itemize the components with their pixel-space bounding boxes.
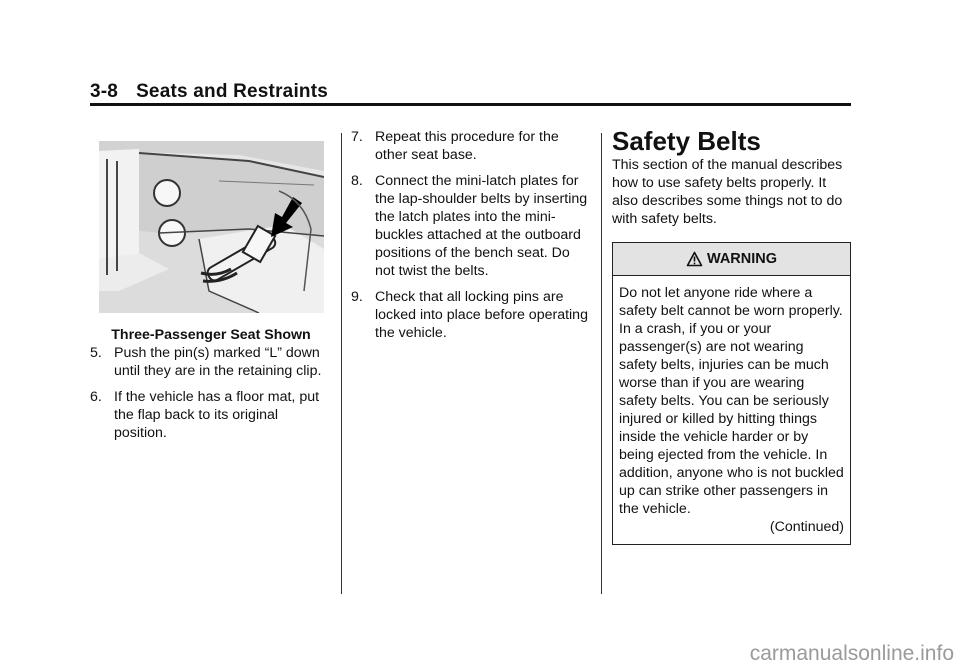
right-column <box>612 126 851 545</box>
step-text: Repeat this procedure for the other seat base. <box>375 129 559 163</box>
section-heading: Safety Belts <box>612 126 761 156</box>
watermark: carmanualsonline.info <box>749 642 954 665</box>
seat-illustration <box>99 141 324 313</box>
column-divider <box>341 133 342 594</box>
warning-header <box>613 243 850 276</box>
step-number: 6. <box>90 389 102 405</box>
left-column <box>90 326 332 450</box>
page-header <box>90 81 328 103</box>
header-rule <box>90 103 851 106</box>
figure-caption: Three-Passenger Seat Shown <box>111 327 311 343</box>
step-item <box>90 388 332 442</box>
step-text: Push the pin(s) marked “L” down until they are in the retaining clip. <box>114 345 322 379</box>
page-number: 3-8 <box>90 81 119 102</box>
section-intro: This section of the manual describes how to use safety belts properly. It also describes some things not to do with safety belts. <box>612 157 843 227</box>
step-item <box>351 288 593 342</box>
step-number: 8. <box>351 173 363 189</box>
step-number: 7. <box>351 129 363 145</box>
step-item <box>351 172 593 280</box>
step-number: 9. <box>351 289 363 305</box>
step-text: Check that all locking pins are locked into place before operating the vehicle. <box>375 289 588 341</box>
warning-body <box>613 276 850 544</box>
continued-note: (Continued) <box>769 519 844 535</box>
step-number: 5. <box>90 345 102 361</box>
warning-text: Do not let anyone ride where a safety belt cannot be worn properly. In a crash, if you or your passenger(s) are not wearing safety belts, injuries can be much worse than if you are wearing safety belts. You can be seriously injured or killed by hitting things inside the vehicle harder or by being ejected from the vehicle. In addition, anyone who is not buckled up can strike other passengers in the vehicle. <box>619 285 844 517</box>
middle-column <box>351 128 593 350</box>
warning-icon <box>686 251 703 268</box>
step-text: Connect the mini-latch plates for the lap-shoulder belts by inserting the latch plates into the mini-buckles attached at the outboard positions of the bench seat. Do not twist the belts. <box>375 173 588 279</box>
section-title: Seats and Restraints <box>136 81 329 102</box>
step-item <box>90 344 332 380</box>
step-text: If the vehicle has a floor mat, put the flap back to its original position. <box>114 389 320 441</box>
warning-label: WARNING <box>706 251 778 267</box>
step-item <box>351 128 593 164</box>
column-divider <box>601 133 602 594</box>
warning-box <box>612 242 851 545</box>
